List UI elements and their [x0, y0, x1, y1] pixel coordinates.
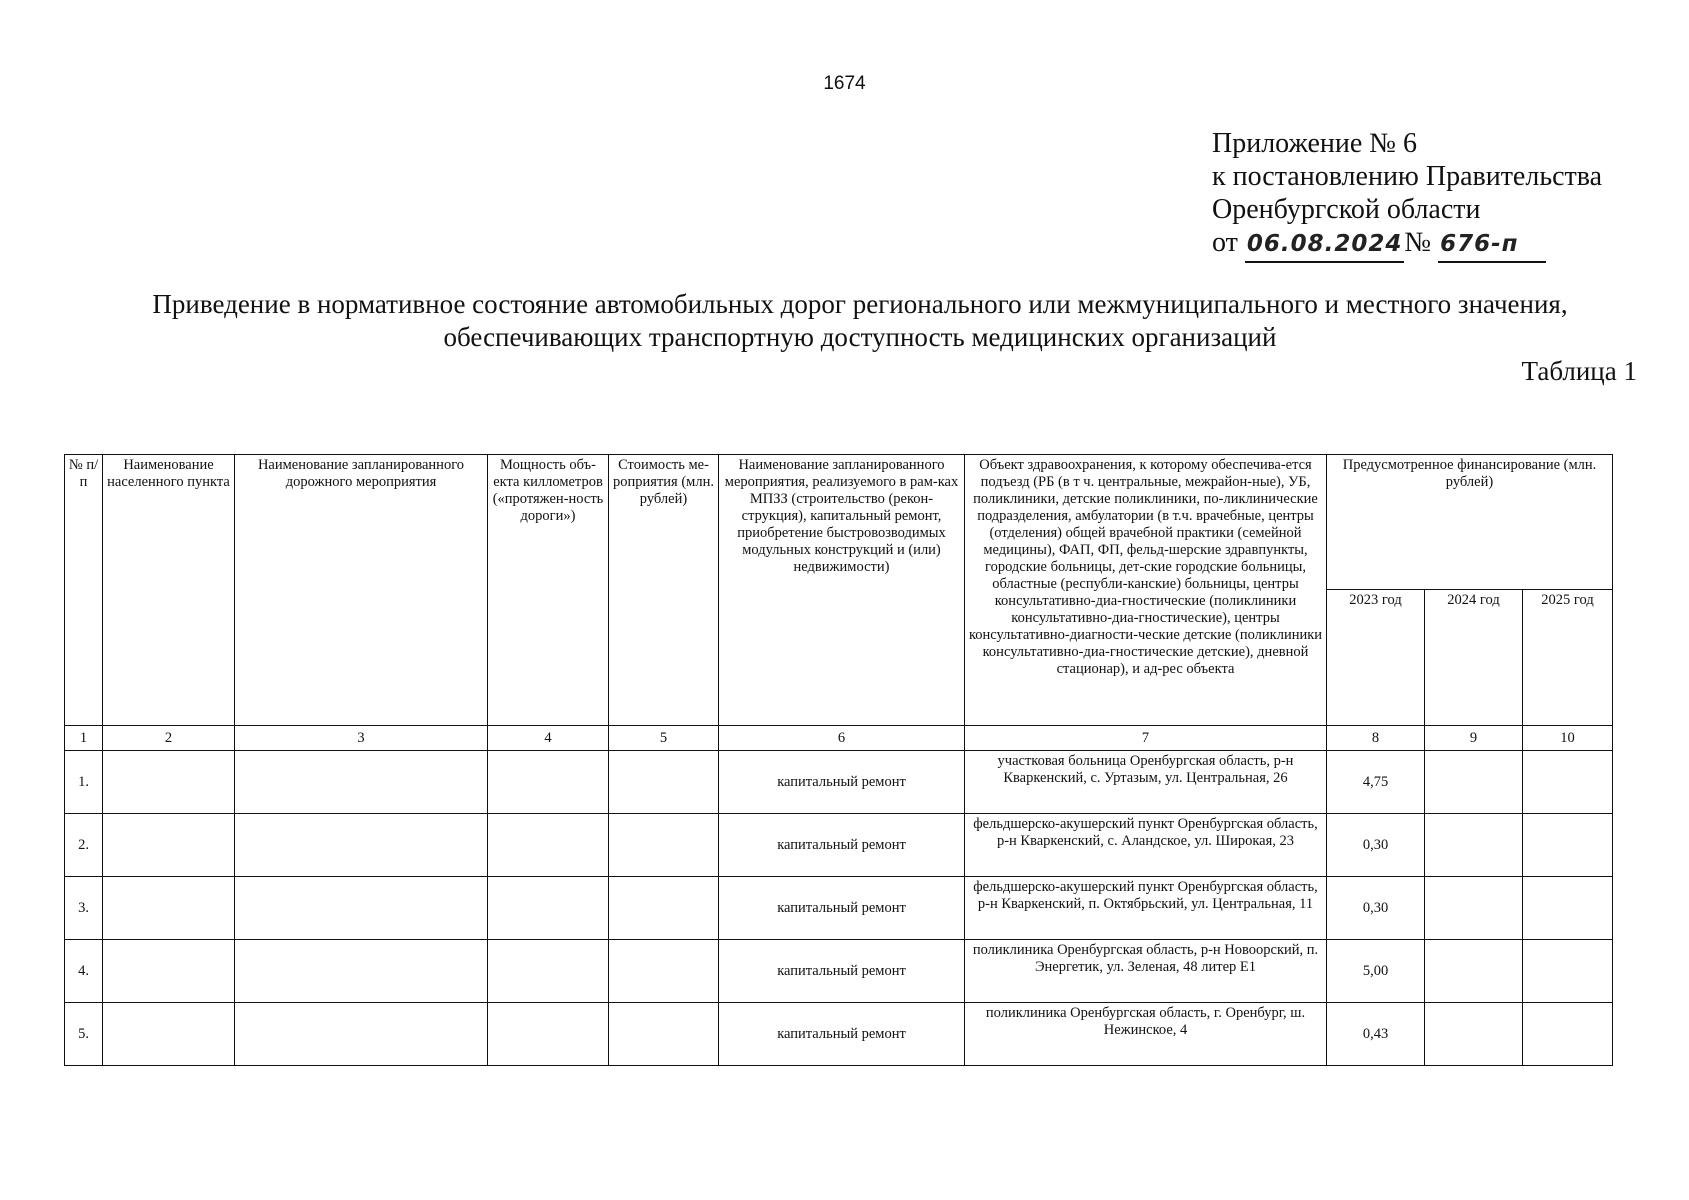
- capacity-cell: [488, 1003, 609, 1066]
- object-cell: поликлиника Оренбургская область, г. Оренбург, ш. Нежинское, 4: [965, 1003, 1327, 1066]
- road-event-cell: [235, 751, 488, 814]
- header-num: № п/п: [65, 455, 103, 726]
- work-cell: капитальный ремонт: [719, 1003, 965, 1066]
- column-number: 10: [1523, 726, 1613, 751]
- funding-2024-cell: [1425, 940, 1523, 1003]
- road-event-cell: [235, 877, 488, 940]
- capacity-cell: [488, 751, 609, 814]
- capacity-cell: [488, 877, 609, 940]
- appendix-line-1: Приложение № 6: [1212, 128, 1417, 159]
- object-cell: фельдшерско-акушерский пункт Оренбургская область, р-н Кваркенский, с. Аландское, ул. Широкая, 23: [965, 814, 1327, 877]
- appendix-line-3: Оренбургской области: [1212, 194, 1481, 225]
- funding-2023-cell: 0,43: [1327, 1003, 1425, 1066]
- funding-2023-cell: 4,75: [1327, 751, 1425, 814]
- appendix-line-4: [1212, 226, 1682, 263]
- header-2024: 2024 год: [1425, 590, 1523, 726]
- header-object: Объект здравоохранения, к которому обеспечива-ется подъезд (РБ (в т ч. центральные, межрайон-ные), УБ, поликлиники, детские поликлиники, по-ликлинические подразделения, амбулатории (в т.ч. врачебные, центры (отделения) общей врачебной практики (семейной медицины), ФАП, ФП, фельд-шерские здравпункты, городские больницы, дет-ские городские больницы, областные (республи-канские) больницы, центры консультативно-диа-гностические (поликлиники консультативно-диа-гностические), центры консультативно-диагности-ческие детские (поликлиники консультативно-диа-гностические детские), дневной стационар), и ад-рес объекта: [965, 455, 1327, 726]
- table-caption: Таблица 1: [1521, 356, 1637, 386]
- work-cell: капитальный ремонт: [719, 814, 965, 877]
- row-number: 5.: [65, 1003, 103, 1066]
- header-settlement: Наименование населенного пункта: [103, 455, 235, 726]
- table-row: [65, 940, 1613, 1003]
- work-cell: капитальный ремонт: [719, 940, 965, 1003]
- column-number: 4: [488, 726, 609, 751]
- settlement-cell: [103, 1003, 235, 1066]
- from-label: от: [1212, 227, 1238, 258]
- road-event-cell: [235, 814, 488, 877]
- header-row: [65, 455, 1613, 590]
- header-2025: 2025 год: [1523, 590, 1613, 726]
- table-row: [65, 751, 1613, 814]
- capacity-cell: [488, 940, 609, 1003]
- cost-cell: [609, 940, 719, 1003]
- header-capacity: Мощность объ-екта киллометров («протяжен-ность дороги»): [488, 455, 609, 726]
- funding-2025-cell: [1523, 940, 1613, 1003]
- road-event-cell: [235, 1003, 488, 1066]
- settlement-cell: [103, 814, 235, 877]
- handwritten-date: 06.08.2024: [1245, 228, 1405, 263]
- column-number: 3: [235, 726, 488, 751]
- title-line-2: обеспечивающих транспортную доступность медицинских организаций: [443, 322, 1277, 352]
- funding-2024-cell: [1425, 814, 1523, 877]
- funding-2025-cell: [1523, 877, 1613, 940]
- funding-2025-cell: [1523, 1003, 1613, 1066]
- column-number-row: [65, 726, 1613, 751]
- column-number: 5: [609, 726, 719, 751]
- table-row: [65, 814, 1613, 877]
- funding-table: [64, 454, 1613, 1066]
- column-number: 6: [719, 726, 965, 751]
- page-number: 1674: [823, 73, 866, 94]
- funding-2025-cell: [1523, 814, 1613, 877]
- number-label: №: [1404, 227, 1432, 258]
- header-work: Наименование запланированного мероприятия, реализуемого в рам-ках МПЗЗ (строительство (рекон-струкция), капитальный ремонт, приобретение быстровозводимых модульных конструкций и (или) недвижимости): [719, 455, 965, 726]
- table-row: [65, 877, 1613, 940]
- cost-cell: [609, 1003, 719, 1066]
- funding-2025-cell: [1523, 751, 1613, 814]
- title-line-1: Приведение в нормативное состояние автомобильных дорог регионального или межмуниципального и местного значения,: [152, 289, 1568, 319]
- header-road-event: Наименование запланированного дорожного мероприятия: [235, 455, 488, 726]
- funding-2024-cell: [1425, 1003, 1523, 1066]
- funding-2023-cell: 0,30: [1327, 814, 1425, 877]
- appendix-line-2: к постановлению Правительства: [1212, 161, 1603, 192]
- appendix-block: [1212, 127, 1682, 263]
- object-cell: участковая больница Оренбургская область, р-н Кваркенский, с. Уртазым, ул. Центральная, 26: [965, 751, 1327, 814]
- work-cell: капитальный ремонт: [719, 751, 965, 814]
- header-2023: 2023 год: [1327, 590, 1425, 726]
- road-event-cell: [235, 940, 488, 1003]
- capacity-cell: [488, 814, 609, 877]
- funding-2024-cell: [1425, 751, 1523, 814]
- column-number: 9: [1425, 726, 1523, 751]
- column-number: 2: [103, 726, 235, 751]
- settlement-cell: [103, 877, 235, 940]
- row-number: 4.: [65, 940, 103, 1003]
- row-number: 1.: [65, 751, 103, 814]
- row-number: 2.: [65, 814, 103, 877]
- document-title: [40, 288, 1680, 354]
- funding-2023-cell: 5,00: [1327, 940, 1425, 1003]
- header-cost: Стоимость ме-роприятия (млн. рублей): [609, 455, 719, 726]
- handwritten-number: 676-п: [1438, 228, 1546, 263]
- funding-2024-cell: [1425, 877, 1523, 940]
- column-number: 1: [65, 726, 103, 751]
- cost-cell: [609, 877, 719, 940]
- row-number: 3.: [65, 877, 103, 940]
- settlement-cell: [103, 751, 235, 814]
- work-cell: капитальный ремонт: [719, 877, 965, 940]
- object-cell: фельдшерско-акушерский пункт Оренбургская область, р-н Кваркенский, п. Октябрьский, ул. Центральная, 11: [965, 877, 1327, 940]
- cost-cell: [609, 751, 719, 814]
- table-row: [65, 1003, 1613, 1066]
- cost-cell: [609, 814, 719, 877]
- header-funding: Предусмотренное финансирование (млн. рублей): [1327, 455, 1613, 590]
- settlement-cell: [103, 940, 235, 1003]
- funding-2023-cell: 0,30: [1327, 877, 1425, 940]
- object-cell: поликлиника Оренбургская область, р-н Новоорский, п. Энергетик, ул. Зеленая, 48 литер Е1: [965, 940, 1327, 1003]
- column-number: 7: [965, 726, 1327, 751]
- column-number: 8: [1327, 726, 1425, 751]
